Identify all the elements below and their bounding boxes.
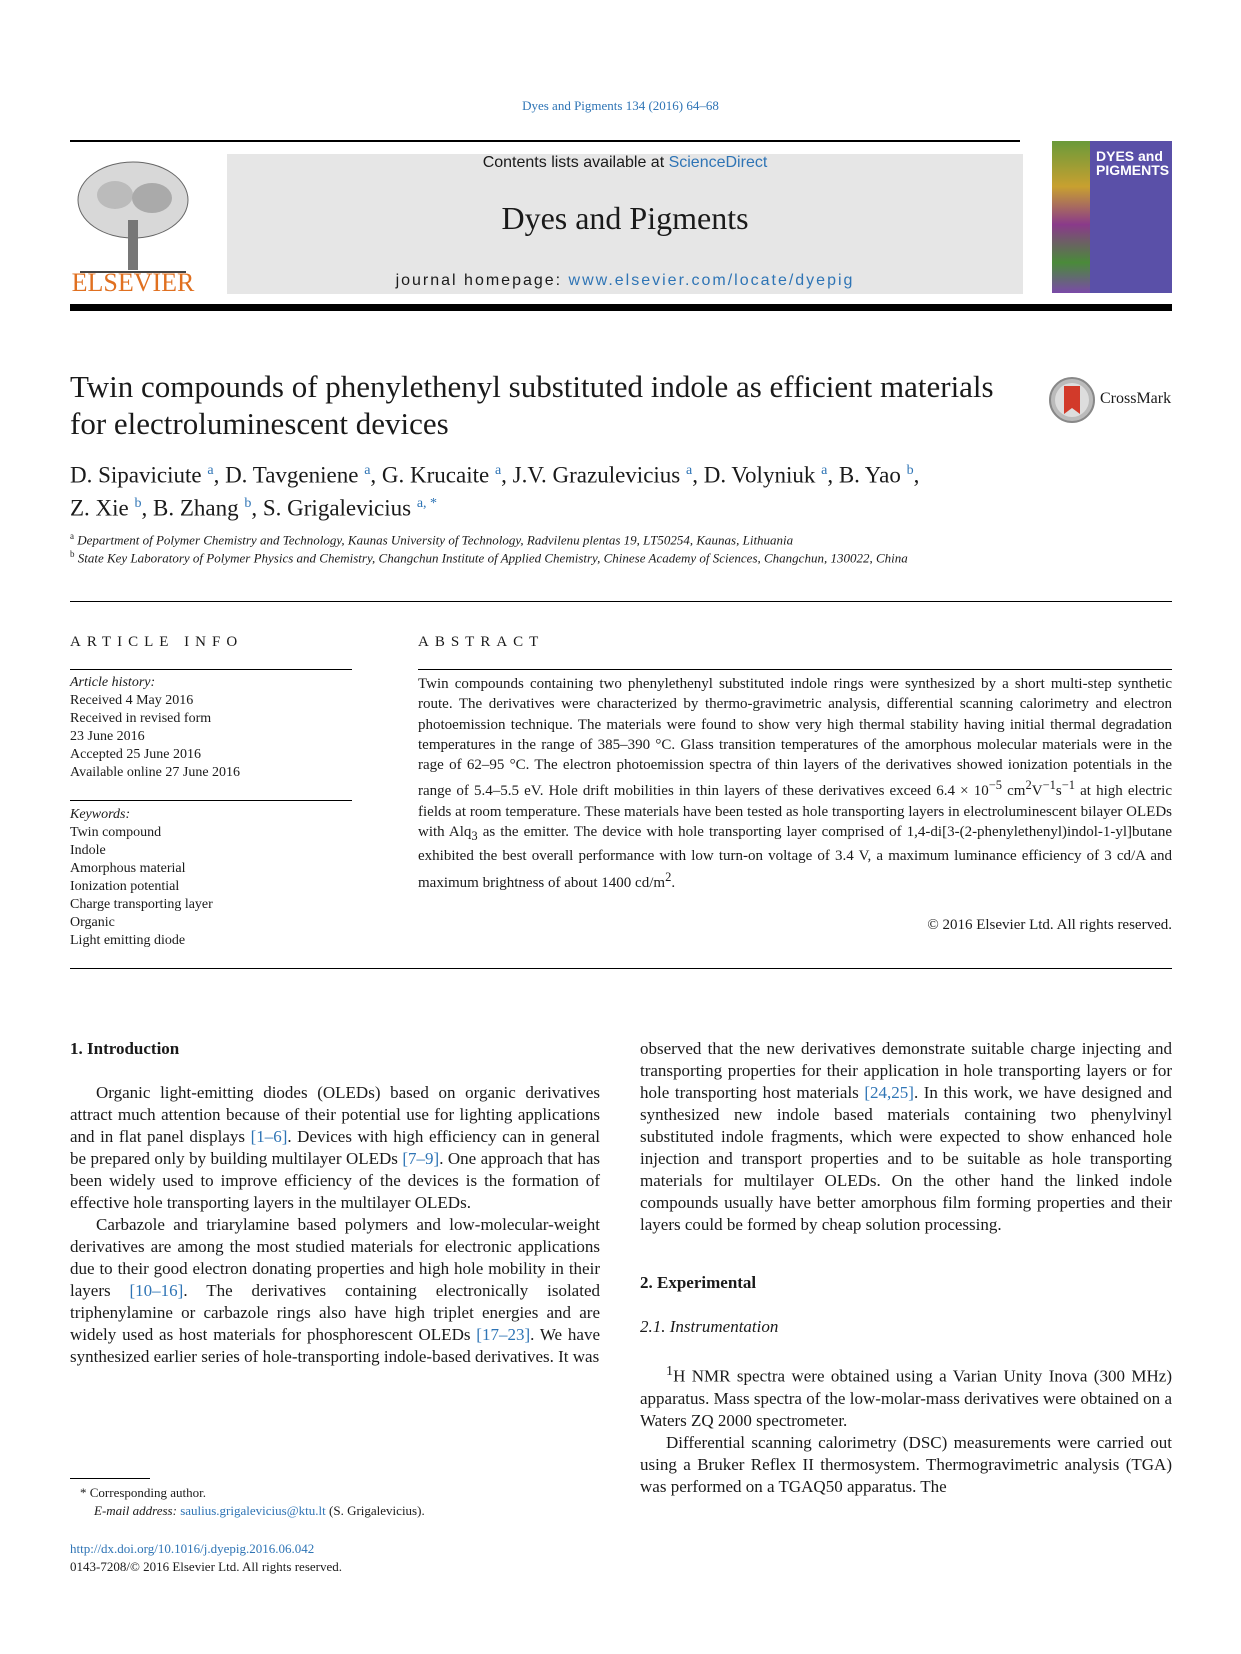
- abstract-part: .: [671, 874, 676, 891]
- contents-line: [227, 154, 1023, 172]
- issn-line: 0143-7208/© 2016 Elsevier Ltd. All rights reserved.: [70, 1559, 342, 1574]
- homepage-prefix: journal homepage:: [395, 272, 569, 289]
- email-suffix: (S. Grigalevicius).: [325, 1503, 425, 1518]
- keywords-label: Keywords:: [70, 807, 131, 822]
- affiliation-text: State Key Laboratory of Polymer Physics and Chemistry, Changchun Institute of Applied Chemistry, Chinese Academy of Sciences, Changchun, 130022, China: [77, 550, 908, 566]
- affiliation-b: [70, 545, 1070, 567]
- abstract-bottom-rule: [70, 968, 1172, 969]
- keyword-item: Indole: [70, 843, 106, 858]
- affiliation-mark: a: [70, 531, 74, 541]
- doi-text[interactable]: http://dx.doi.org/10.1016/j.dyepig.2016.06.042: [70, 1541, 315, 1556]
- intro-paragraph-continued: [640, 1038, 1172, 1236]
- right-column: [640, 1038, 1172, 1498]
- abstract-part: V: [1031, 783, 1043, 800]
- superscript: 1: [666, 1363, 674, 1379]
- abstract-exponent: 2: [1025, 778, 1032, 793]
- homepage-link[interactable]: www.elsevier.com/locate/dyepig: [568, 272, 855, 289]
- journal-cover-image: [1052, 141, 1172, 293]
- author-affiliation-mark[interactable]: a: [686, 463, 693, 478]
- abstract-exponent: 2: [665, 869, 672, 884]
- abstract-part: as the emitter. The device with hole transporting layer comprised of 1,4-di[3-(2-phenylethenyl)indol-1-yl]butane exhibited the best overall performance with low turn-on voltage of 3.4 V, a maximum luminance efficiency of 3 cd/A and maximum brightness of about 1400 cd/m: [418, 824, 1173, 891]
- history-item: Available online 27 June 2016: [70, 765, 241, 780]
- keyword-item: Ionization potential: [70, 879, 180, 894]
- footnote-rule: [70, 1478, 150, 1479]
- reference-link[interactable]: [17–23]: [476, 1325, 531, 1344]
- instrumentation-paragraph-1: [640, 1360, 1172, 1432]
- text-run: Differential scanning calorimetry (DSC) measurements were carried out using a Bruker Reflex II thermosystem. Thermogravimetric analysis (TGA) was performed on a TGAQ50 apparatus. The: [640, 1432, 1172, 1496]
- abstract-part: cm: [1002, 783, 1026, 800]
- section-rule: [70, 601, 1172, 602]
- reference-link[interactable]: [7–9]: [402, 1149, 440, 1168]
- text-run: . We have synthesized earlier series of hole-transporting indole-based derivatives. It was: [70, 1325, 601, 1366]
- keyword-item: Charge transporting layer: [70, 897, 213, 912]
- abstract-part: at high electric fields at room temperature. These materials have been tested as hole transporting layers in electroluminescent bilayer OLEDs with Alq: [418, 783, 1172, 841]
- article-title: Twin compounds of phenylethenyl substituted indole as efficient materials for electroluminescent devices: [70, 369, 994, 441]
- instrumentation-heading: 2.1. Instrumentation: [640, 1317, 779, 1336]
- abstract-subscript: 3: [471, 829, 478, 844]
- author-name[interactable]: G. Krucaite: [381, 462, 490, 488]
- abstract-heading: ABSTRACT: [418, 634, 545, 650]
- abstract-part: s: [1055, 783, 1062, 800]
- author-list: D. Sipaviciute $^a$, D. Tavgeniene $^a$, G. Krucaite $^a$, J.V. Grazulevicius $^a$, D. Volyniuk $^a$, B. Yao $^b$, Z. Xie $^b$, B. Zhang $^b$, S. Grigalevicius $^{a, *}$: [70, 462, 920, 521]
- cover-title: DYES and PIGMENTS: [1096, 148, 1170, 178]
- intro-paragraph-1: [70, 1082, 600, 1214]
- text-run: H NMR spectra were obtained using a Varian Unity Inova (300 MHz) apparatus. Mass spectra of the low-molar-mass derivatives were obtained on a Waters ZQ 2000 spectrometer.: [640, 1366, 1172, 1430]
- text-run: . The derivatives containing electronically isolated triphenylamine or carbazole rings also have high triplet energies and are widely used as host materials for phosphorescent OLEDs: [70, 1281, 600, 1344]
- history-label: Article history:: [70, 675, 156, 690]
- left-column: [70, 1038, 600, 1368]
- sciencedirect-link[interactable]: ScienceDirect: [668, 154, 768, 171]
- instrumentation-paragraph-2: [640, 1432, 1172, 1498]
- author-name[interactable]: J.V. Grazulevicius: [512, 462, 681, 488]
- doi-link[interactable]: [70, 1540, 570, 1558]
- contents-prefix: Contents lists available at: [482, 154, 669, 171]
- abstract-part: Twin compounds containing two phenylethenyl substituted indole rings were synthesized by a short multi-step synthetic route. The derivatives were characterized by thermo-gravimetric analysis, differential scanning calorimetry and electron photoemission technique. The materials were found to show very high thermal stability having initial thermal degradation temperatures in the range of 385–390 °C. Glass transition temperatures of the amorphous molecular materials were in the rage of 62–95 °C. The electron photoemission spectra of thin layers of the derivatives showed ionization potentials in the range of 5.4–5.5 eV. Hole drift mobilities in thin layers of these derivatives exceed 6.4 × 10: [418, 676, 1172, 800]
- header-thick-rule: [70, 304, 1172, 311]
- author-name[interactable]: B. Yao: [838, 462, 901, 488]
- history-item: Accepted 25 June 2016: [70, 747, 202, 762]
- text-run: Carbazole and triarylamine based polymers and low-molecular-weight derivatives are among the most studied materials for electronic applications due to their good electron donating properties and high hole mobility in their layers: [70, 1215, 600, 1300]
- email-label: E-mail address:: [94, 1503, 181, 1518]
- elsevier-wordmark: ELSEVIER: [71, 268, 195, 297]
- history-item: Received in revised form: [70, 711, 212, 726]
- abstract-copyright: © 2016 Elsevier Ltd. All rights reserved.: [927, 917, 1172, 933]
- keywords-block: [70, 806, 352, 950]
- abstract-text: [418, 674, 1172, 893]
- keywords-rule: [70, 800, 352, 801]
- email-link[interactable]: saulius.grigalevicius@ktu.lt: [180, 1503, 326, 1518]
- journal-citation[interactable]: Dyes and Pigments 134 (2016) 64–68: [522, 98, 719, 113]
- keyword-item: Amorphous material: [70, 861, 186, 876]
- keyword-list: [70, 824, 352, 950]
- journal-name: Dyes and Pigments: [501, 200, 749, 236]
- author-affiliation-mark[interactable]: b: [906, 463, 914, 478]
- cover-artwork: [1052, 141, 1090, 293]
- author-affiliation-mark[interactable]: a, *: [416, 495, 438, 511]
- header-rule: [70, 140, 1020, 142]
- reference-link[interactable]: [24,25]: [864, 1083, 914, 1102]
- author-affiliation-mark[interactable]: a: [494, 463, 502, 478]
- author-name[interactable]: D. Volyniuk: [703, 462, 816, 488]
- author-affiliation-mark[interactable]: a: [364, 463, 371, 478]
- text-run: . In this work, we have designed and synthesized new indole based materials containing two phenylvinyl substituted indole fragments, which were expected to show enhanced hole injection and transport properties and to be suitable as hole transporting materials for multilayer OLEDs. On the other hand the linked indole compounds usually have better amorphous film forming properties and their layers could be formed by cheap solution processing.: [640, 1083, 1172, 1234]
- journal-homepage-line: [227, 272, 1023, 290]
- corresponding-author-note: * Corresponding author.: [80, 1485, 207, 1500]
- intro-paragraph-2: [70, 1214, 600, 1368]
- introduction-heading: 1. Introduction: [70, 1039, 180, 1058]
- crossmark-label[interactable]: CrossMark: [1100, 390, 1172, 407]
- author-affiliation-mark[interactable]: b: [134, 495, 142, 511]
- article-info-rule: [70, 669, 352, 670]
- abstract-exponent: −5: [988, 778, 1003, 793]
- text-run: Organic light-emitting diodes (OLEDs) based on organic derivatives attract much attention because of their potential use for lighting applications and in flat panel displays: [70, 1083, 600, 1146]
- abstract-rule: [418, 669, 1172, 670]
- author-name[interactable]: Z. Xie: [70, 495, 129, 521]
- history-list: [70, 692, 352, 782]
- author-affiliation-mark[interactable]: b: [244, 495, 252, 511]
- author-name[interactable]: D. Sipaviciute: [70, 462, 202, 488]
- abstract-exponent: −1: [1042, 778, 1056, 793]
- history-item: Received 4 May 2016: [70, 693, 194, 708]
- keyword-item: Organic: [70, 915, 115, 930]
- author-affiliation-mark[interactable]: a: [821, 463, 828, 478]
- text-run: observed that the new derivatives demonstrate suitable charge injecting and transporting properties for their application in hole transporting layers or for hole transporting host materials: [640, 1039, 1172, 1102]
- crossmark-icon[interactable]: [1048, 376, 1096, 424]
- text-run: . One approach that has been widely used to improve efficiency of the devices is the formation of effective hole transporting layers in the multilayer OLEDs.: [70, 1149, 601, 1212]
- abstract-exponent: −1: [1061, 778, 1076, 793]
- keyword-item: Light emitting diode: [70, 933, 186, 948]
- article-info-heading: ARTICLE INFO: [70, 634, 244, 650]
- author-name[interactable]: D. Tavgeniene: [225, 462, 359, 488]
- author-name[interactable]: S. Grigalevicius: [262, 495, 412, 521]
- author-affiliation-mark[interactable]: a: [207, 463, 214, 478]
- author-name[interactable]: B. Zhang: [153, 495, 239, 521]
- history-item: 23 June 2016: [70, 729, 145, 744]
- text-run: . Devices with high efficiency can in general be prepared only by building multilayer OLEDs: [70, 1127, 600, 1168]
- article-history: [70, 674, 352, 782]
- experimental-heading: 2. Experimental: [640, 1273, 757, 1292]
- affiliation-text: Department of Polymer Chemistry and Technology, Kaunas University of Technology, Radvilenu plentas 19, LT50254, Kaunas, Lithuania: [77, 532, 794, 548]
- keyword-item: Twin compound: [70, 825, 162, 840]
- email-line: [94, 1502, 594, 1520]
- reference-link[interactable]: [1–6]: [250, 1127, 288, 1146]
- affiliation-mark: b: [70, 549, 75, 559]
- reference-link[interactable]: [10–16]: [129, 1281, 184, 1300]
